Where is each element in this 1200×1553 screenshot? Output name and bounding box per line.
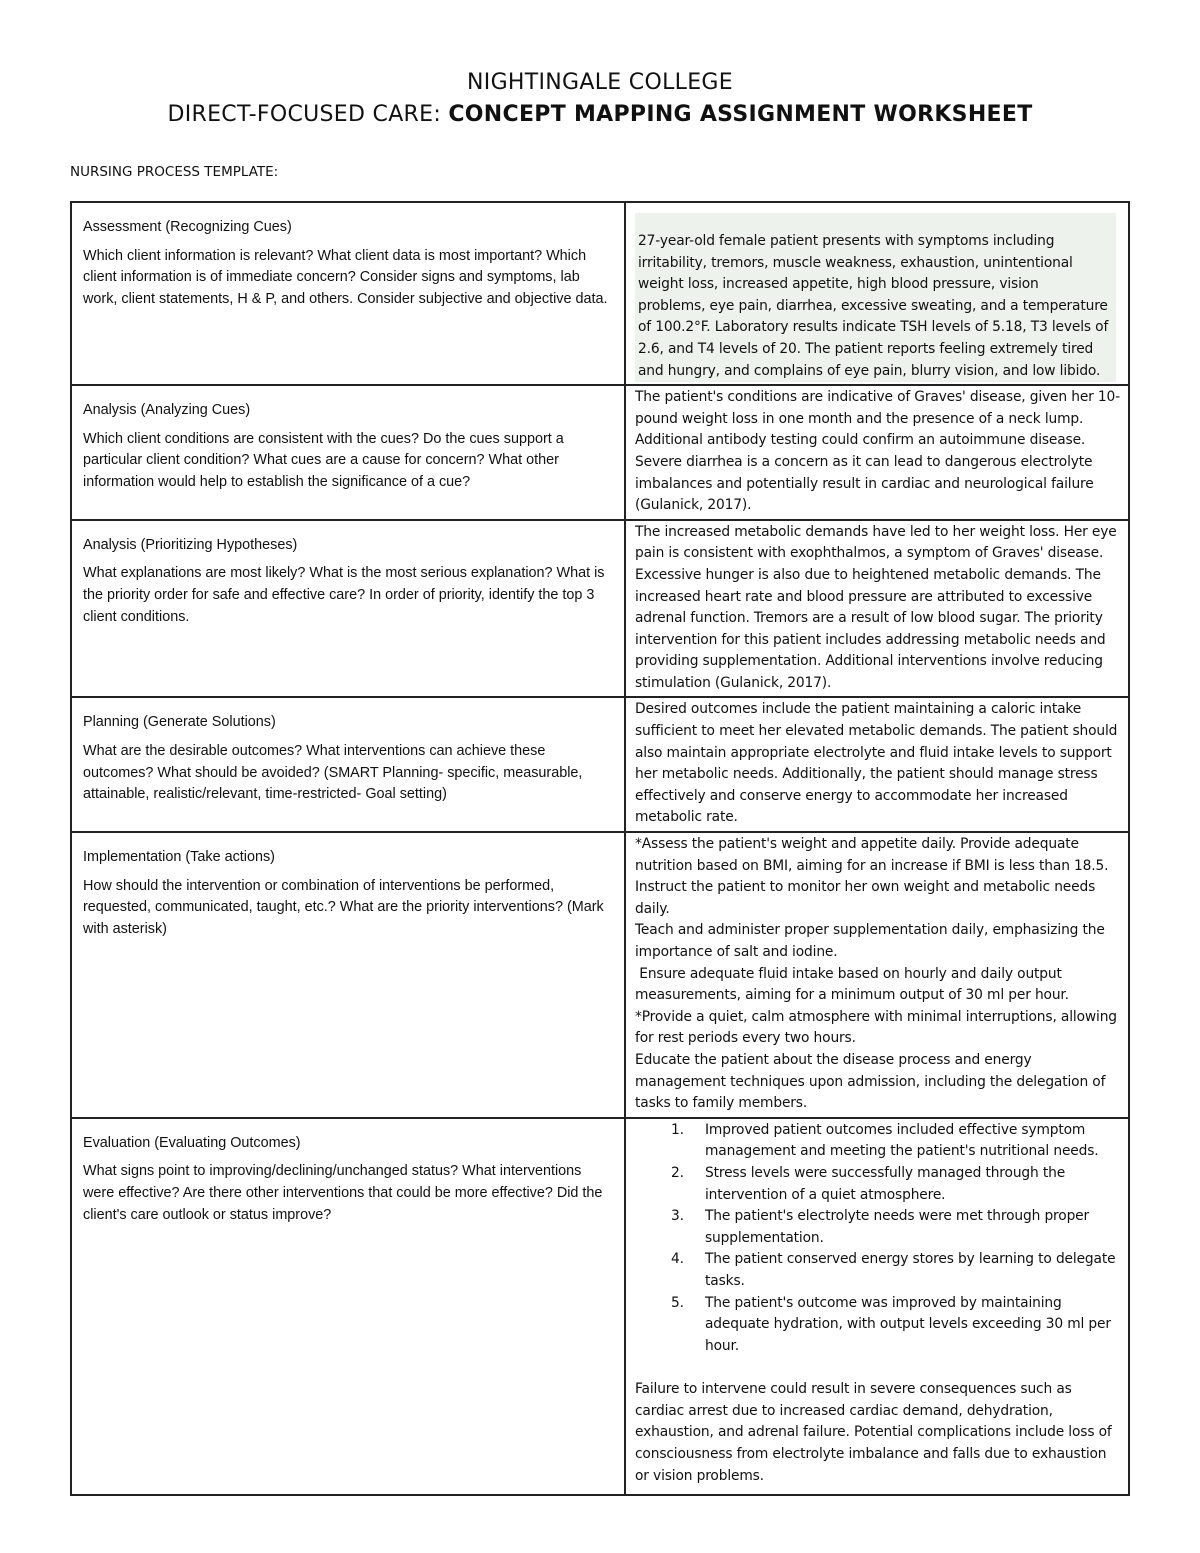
implementation-line: Teach and administer proper supplementation daily, emphasizing the importance of salt and iodine. — [635, 922, 1105, 960]
list-number: 1. — [671, 1121, 684, 1138]
worksheet-title-bold: CONCEPT MAPPING ASSIGNMENT WORKSHEET — [448, 102, 1033, 127]
prompt-cell — [71, 385, 625, 520]
row-heading: Implementation (Take actions) — [83, 849, 275, 866]
college-title: NIGHTINGALE COLLEGE — [467, 70, 733, 95]
list-number: 2. — [671, 1164, 684, 1181]
analysis-response: The patient's conditions are indicative of Graves' disease, given her 10-pound weight loss in one month and the presence of a neck lump. Additional antibody testing could confirm an autoimmune disease. Severe diarrhea is a concern as it can lead to dangerous electrolyte imbalances and potentially result in cardiac and neurological failure (Gulanick, 2017). — [635, 389, 1121, 514]
prompt-cell — [71, 1118, 625, 1495]
response-cell[interactable] — [625, 1118, 1129, 1495]
response-cell[interactable] — [625, 202, 1129, 385]
row-heading: Analysis (Analyzing Cues) — [83, 402, 251, 419]
list-number: 3. — [671, 1208, 684, 1225]
row-question: What signs point to improving/declining/unchanged status? What interventions were effective? Are there other interventions that could be more effective? Did the client's care outlook or status improve? — [83, 1163, 603, 1223]
row-question: How should the intervention or combination of interventions be performed, requested, communicated, taught, etc.? What are the priority interventions? (Mark with asterisk) — [83, 877, 604, 937]
list-text: The patient's outcome was improved by maintaining adequate hydration, with output levels exceeding 30 ml per hour. — [705, 1294, 1111, 1354]
row-question: Which client conditions are consistent with the cues? Do the cues support a particular client condition? What cues are a cause for concern? What other information would help to establish the significance of a cue? — [83, 430, 564, 490]
table-row — [71, 1118, 1129, 1495]
nursing-process-table — [70, 201, 1130, 1496]
list-text: Improved patient outcomes included effective symptom management and meeting the patient's nutritional needs. — [705, 1121, 1099, 1160]
response-cell[interactable] — [625, 697, 1129, 832]
response-cell[interactable] — [625, 832, 1129, 1118]
worksheet-title-prefix: DIRECT-FOCUSED CARE: — [167, 102, 449, 127]
response-cell[interactable] — [625, 385, 1129, 520]
row-heading: Assessment (Recognizing Cues) — [83, 219, 292, 235]
template-label: NURSING PROCESS TEMPLATE: — [70, 164, 279, 180]
table-row — [71, 385, 1129, 520]
table-row — [71, 202, 1129, 385]
list-number: 4. — [671, 1251, 684, 1268]
list-item — [635, 1120, 1120, 1163]
row-heading: Evaluation (Evaluating Outcomes) — [83, 1134, 301, 1151]
outcomes-list — [635, 1120, 1120, 1358]
assessment-response: 27-year-old female patient presents with symptoms including irritability, tremors, muscle weakness, exhaustion, unintentional weight loss, increased appetite, high blood pressure, vision problems, eye pain, diarrhea, excessive sweating, and a temperature of 100.2°F. Laboratory results indicate TSH levels of 5.18, T3 levels of 2.6, and T4 levels of 20. The patient reports feeling extremely tired and hungry, and complains of eye pain, blurry vision, and low libido. — [635, 213, 1116, 382]
worksheet-title — [0, 102, 1200, 127]
implementation-line: Ensure adequate fluid intake based on hourly and daily output measurements, aiming for a minimum output of 30 ml per hour. — [635, 965, 1069, 1004]
planning-response: Desired outcomes include the patient maintaining a caloric intake sufficient to meet her elevated metabolic demands. The patient should also maintain appropriate electrolyte and fluid intake levels to support her metabolic needs. Additionally, the patient should manage stress effectively and conserve energy to accommodate her increased metabolic rate. — [635, 701, 1118, 826]
row-question: What are the desirable outcomes? What interventions can achieve these outcomes? What should be avoided? (SMART Planning- specific, measurable, attainable, realistic/relevant, time-restricted- Goal setting) — [83, 743, 583, 803]
row-question: What explanations are most likely? What is the most serious explanation? What is the priority order for safe and effective care? In order of priority, identify the top 3 client conditions. — [83, 565, 605, 625]
list-text: Stress levels were successfully managed through the intervention of a quiet atmosphere. — [705, 1164, 1066, 1203]
list-item — [635, 1206, 1120, 1249]
table-row — [71, 832, 1129, 1118]
prompt-cell — [71, 697, 625, 832]
evaluation-closing: Failure to intervene could result in severe consequences such as cardiac arrest due to increased cardiac demand, dehydration, exhaustion, and adrenal failure. Potential complications include loss of consciousness from electrolyte imbalance and falls due to exhaustion or vision problems. — [635, 1381, 1112, 1484]
prompt-cell — [71, 832, 625, 1118]
list-item — [635, 1249, 1120, 1292]
prompt-cell — [71, 202, 625, 385]
list-text: The patient's electrolyte needs were met through proper supplementation. — [705, 1208, 1090, 1246]
prompt-cell — [71, 520, 625, 698]
table-row — [71, 520, 1129, 698]
implementation-line: *Assess the patient's weight and appetite daily. Provide adequate nutrition based on BMI, aiming for an increase if BMI is less than 18.5. Instruct the patient to monitor her own weight and metabolic needs daily. — [635, 836, 1109, 917]
prioritizing-response: The increased metabolic demands have led to her weight loss. Her eye pain is consistent with exophthalmos, a symptom of Graves' disease. Excessive hunger is also due to heightened metabolic demands. The increased heart rate and blood pressure are attributed to excessive adrenal function. Tremors are a result of low blood sugar. The priority intervention for this patient includes addressing metabolic needs and providing supplementation. Additional interventions involve reducing stimulation (Gulanick, 2017). — [635, 523, 1117, 691]
list-text: The patient conserved energy stores by learning to delegate tasks. — [705, 1251, 1116, 1289]
row-question: Which client information is relevant? What client data is most important? Which client information is of immediate concern? Consider signs and symptoms, lab work, client statements, H & P, and others. Consider subjective and objective data. — [83, 247, 608, 307]
implementation-line: Educate the patient about the disease process and energy management techniques upon admission, including the delegation of tasks to family members. — [635, 1051, 1106, 1112]
response-cell[interactable] — [625, 520, 1129, 698]
row-heading: Planning (Generate Solutions) — [83, 714, 276, 731]
list-item — [635, 1293, 1120, 1358]
list-item — [635, 1163, 1120, 1206]
spacer — [635, 1357, 1120, 1379]
table-row — [71, 697, 1129, 832]
implementation-line: *Provide a quiet, calm atmosphere with minimal interruptions, allowing for rest periods every two hours. — [635, 1008, 1117, 1047]
row-heading: Analysis (Prioritizing Hypotheses) — [83, 536, 298, 553]
list-number: 5. — [671, 1294, 684, 1311]
